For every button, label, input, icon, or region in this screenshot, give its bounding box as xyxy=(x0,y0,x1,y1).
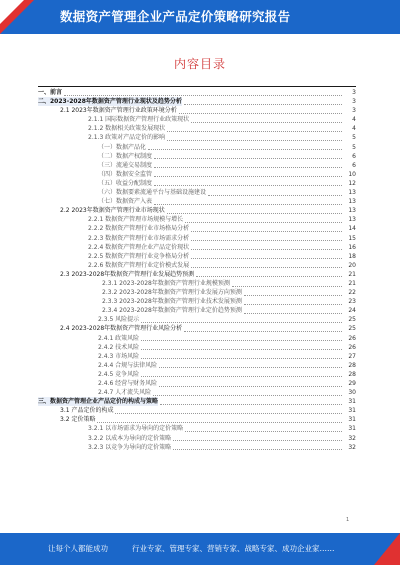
toc-entry[interactable] xyxy=(38,288,356,297)
toc-entry-title: 2.2.4 数据资产管理企业产品定价现状 xyxy=(88,243,190,251)
toc-entry-title: 2.1.3 政策对产品定价的影响 xyxy=(88,134,166,142)
toc-entry-title: 3.2.1 以市场需求为导向的定价策略 xyxy=(88,425,184,433)
toc-entry-title: 2.2.5 数据资产管理行业竞争格局分析 xyxy=(88,252,190,260)
toc-leader-dots xyxy=(154,184,342,186)
toc-leader-dots xyxy=(97,421,342,423)
toc-entry-title: 2.4.5 竞争风险 xyxy=(98,370,140,378)
toc-entry-page: 4 xyxy=(352,116,356,124)
toc-leader-dots xyxy=(244,303,342,305)
toc-entry-page: 20 xyxy=(348,261,356,269)
toc-entry[interactable] xyxy=(38,179,356,188)
toc-entry[interactable] xyxy=(38,315,356,324)
toc-entry-title: 2.2.1 数据资产管理市场规模与增长 xyxy=(88,216,184,224)
toc-entry[interactable] xyxy=(38,334,356,343)
toc-entry-title: （七）数据资产入表 xyxy=(98,198,153,206)
toc-entry-title: 2.2.2 数据资产管理行业市场格局分析 xyxy=(88,225,190,233)
toc-entry-page: 24 xyxy=(348,307,356,315)
toc-entry-title: 3.2.3 以竞争为导向的定价策略 xyxy=(88,443,172,451)
toc-entry-page: 5 xyxy=(352,134,356,142)
toc-leader-dots xyxy=(160,403,342,405)
toc-entry-page: 16 xyxy=(348,243,356,251)
toc-entry-page: 29 xyxy=(348,380,356,387)
toc-leader-dots xyxy=(141,348,342,350)
toc-entry-page: 27 xyxy=(348,352,356,360)
toc-leader-dots xyxy=(167,212,342,214)
toc-entry-page: 21 xyxy=(348,279,356,287)
toc-entry[interactable] xyxy=(38,188,356,197)
toc-entry[interactable] xyxy=(38,161,356,170)
toc-leader-dots xyxy=(141,321,342,323)
toc-leader-dots xyxy=(244,294,342,296)
toc-leader-dots xyxy=(191,230,342,232)
toc-leader-dots xyxy=(154,166,342,168)
toc-entry-title: 2.1 2023年数据资产管理行业政策环境分析 xyxy=(60,107,177,115)
toc-entry-page: 28 xyxy=(348,361,356,369)
toc-entry-page: 3 xyxy=(352,89,356,96)
toc-entry-page: 31 xyxy=(348,416,356,424)
toc-entry-title: 2.3.2 2023-2028年数据资产管理行业发展方向预测 xyxy=(102,289,242,297)
toc-entry-page: 25 xyxy=(348,316,356,324)
toc-entry[interactable] xyxy=(38,406,356,415)
toc-entry[interactable] xyxy=(38,306,356,315)
toc-leader-dots xyxy=(244,312,342,314)
toc-entry[interactable] xyxy=(38,343,356,352)
footer-slogan: 让每个人都能成功 xyxy=(48,544,108,553)
toc-heading: 内容目录 xyxy=(173,57,226,71)
toc-entry-title: 2.1.1 国际数据资产管理行业政策现状 xyxy=(88,116,190,124)
toc-entry[interactable] xyxy=(38,324,356,333)
toc-entry[interactable] xyxy=(38,270,356,279)
toc-leader-dots xyxy=(154,203,342,205)
toc-entry[interactable] xyxy=(38,352,356,361)
toc-entry-page: 25 xyxy=(348,325,356,333)
toc-entry-title: 3.2.2 以成本为导向的定价策略 xyxy=(88,434,172,442)
toc-entry-page: 26 xyxy=(348,334,356,342)
toc-entry-page: 32 xyxy=(348,443,356,451)
toc-entry-title: 一、前言 xyxy=(38,89,63,96)
toc-leader-dots xyxy=(167,139,342,141)
toc-leader-dots xyxy=(185,430,342,432)
toc-entry-title: （二）数据产权制度 xyxy=(98,152,153,160)
toc-entry-page: 31 xyxy=(348,425,356,433)
toc-entry-title: 2.4.6 经营与财务风险 xyxy=(98,380,158,387)
toc-entry[interactable] xyxy=(38,133,356,142)
toc-leader-dots xyxy=(173,439,342,441)
toc-entry-page: 12 xyxy=(348,179,356,187)
toc-entry-title: 3.1 产品定价的构成 xyxy=(60,407,114,415)
toc-leader-dots xyxy=(153,394,342,396)
toc-entry-page: 3 xyxy=(352,107,356,115)
toc-entry[interactable] xyxy=(38,279,356,288)
header-white-corner xyxy=(0,0,24,24)
table-of-contents xyxy=(38,88,356,452)
toc-entry[interactable] xyxy=(38,297,356,306)
report-title: 数据资产管理企业产品定价策略研究报告 xyxy=(60,9,291,24)
toc-leader-dots xyxy=(191,239,342,241)
toc-leader-dots xyxy=(159,366,342,368)
toc-leader-dots xyxy=(173,448,342,450)
footer-experts-line: 行业专家、管理专家、营销专家、战略专家、成功企业家…… xyxy=(132,544,335,553)
toc-top-rule xyxy=(38,86,356,87)
toc-entry-page: 6 xyxy=(352,161,356,169)
toc-entry-page: 13 xyxy=(348,198,356,206)
toc-entry-title: （四）数据安全监管 xyxy=(98,170,153,178)
toc-entry[interactable] xyxy=(38,252,356,261)
toc-entry-title: 2.3.3 2023-2028年数据资产管理行业技术发展预测 xyxy=(102,298,242,306)
toc-entry-page: 32 xyxy=(348,434,356,442)
toc-entry-title: 2.2.3 数据资产管理行业市场需求分析 xyxy=(88,234,190,242)
toc-entry-page: 31 xyxy=(348,398,356,406)
toc-entry[interactable] xyxy=(38,397,356,406)
toc-entry-title: 2.2 2023年数据资产管理行业市场现状 xyxy=(60,207,165,215)
toc-entry-title: 2.2.6 数据资产管理行业定价模式发展 xyxy=(88,261,190,269)
toc-leader-dots xyxy=(208,194,342,196)
toc-leader-dots xyxy=(141,357,342,359)
toc-entry[interactable] xyxy=(38,361,356,370)
page-number: 1 xyxy=(346,517,350,523)
toc-entry-page: 31 xyxy=(348,407,356,415)
toc-leader-dots xyxy=(191,121,342,123)
toc-leader-dots xyxy=(159,385,342,387)
toc-entry-title: 2.3.4 2023-2028年数据资产管理行业定价趋势预测 xyxy=(102,307,242,315)
toc-entry-page: 13 xyxy=(348,207,356,215)
report-header xyxy=(0,0,400,34)
toc-entry-title: 2.4.2 技术风险 xyxy=(98,343,140,351)
toc-entry[interactable] xyxy=(38,224,356,233)
toc-leader-dots xyxy=(148,148,342,150)
toc-leader-dots xyxy=(167,130,342,132)
toc-leader-dots xyxy=(184,330,342,332)
toc-entry-page: 15 xyxy=(348,234,356,242)
toc-leader-dots xyxy=(154,157,342,159)
toc-entry-title: 2.3.5 风险提示 xyxy=(98,316,140,324)
toc-entry-title: 2.4.4 合规与法律风险 xyxy=(98,361,158,369)
footer-red-corner xyxy=(374,533,400,565)
report-footer xyxy=(0,533,400,565)
toc-entry-page: 13 xyxy=(348,189,356,197)
toc-entry-title: （三）流通交易制度 xyxy=(98,161,153,169)
toc-entry-page: 22 xyxy=(348,289,356,297)
toc-entry[interactable] xyxy=(38,124,356,133)
toc-leader-dots xyxy=(179,112,342,114)
toc-entry-title: 三、数据资产管理企业产品定价的构成与策略 xyxy=(38,398,159,406)
toc-entry-title: 2.4.3 市场风险 xyxy=(98,352,140,360)
toc-entry[interactable] xyxy=(38,234,356,243)
toc-entry[interactable] xyxy=(38,443,356,452)
toc-entry-title: 2.4 2023-2028年数据资产管理行业风险分析 xyxy=(60,325,183,333)
toc-entry-page: 21 xyxy=(348,270,356,278)
toc-leader-dots xyxy=(141,339,342,341)
toc-entry-title: （六）数据要素流通平台与基础设施建设 xyxy=(98,189,207,197)
toc-entry[interactable] xyxy=(38,152,356,161)
toc-entry-page: 23 xyxy=(348,298,356,306)
toc-entry-title: 二、2023-2028年数据资产管理行业现状及趋势分析 xyxy=(38,98,182,106)
toc-entry[interactable] xyxy=(38,143,356,152)
toc-leader-dots xyxy=(191,257,342,259)
toc-entry[interactable] xyxy=(38,106,356,115)
toc-entry[interactable] xyxy=(38,115,356,124)
toc-entry[interactable] xyxy=(38,415,356,424)
toc-entry-title: 2.4.1 政策风险 xyxy=(98,334,140,342)
toc-entry-title: 2.1.2 数据相关政策发展现状 xyxy=(88,125,166,133)
toc-entry-title: 2.3 2023-2028年数据资产管理行业发展趋势预测 xyxy=(60,270,195,278)
toc-entry-title: 3.2 定价策略 xyxy=(60,416,96,424)
toc-entry[interactable] xyxy=(38,424,356,433)
toc-leader-dots xyxy=(196,275,342,277)
toc-entry-title: （五）收益分配制度 xyxy=(98,179,153,187)
toc-entry[interactable] xyxy=(38,215,356,224)
toc-leader-dots xyxy=(64,94,342,96)
toc-entry-title: （一）数据产品化 xyxy=(98,143,147,151)
toc-entry-title: 2.4.7 人才流失风险 xyxy=(98,389,152,397)
toc-entry-page: 5 xyxy=(352,143,356,151)
toc-entry[interactable] xyxy=(38,434,356,443)
toc-leader-dots xyxy=(184,103,342,105)
toc-leader-dots xyxy=(191,248,342,250)
toc-leader-dots xyxy=(154,175,342,177)
toc-entry[interactable] xyxy=(38,206,356,215)
toc-entry[interactable] xyxy=(38,379,356,388)
toc-entry-page: 13 xyxy=(348,216,356,224)
toc-entry[interactable] xyxy=(38,243,356,252)
toc-entry-title: 2.3.1 2023-2028年数据资产管理行业规模预测 xyxy=(102,279,230,287)
toc-entry-page: 18 xyxy=(348,252,356,260)
toc-entry-page: 28 xyxy=(348,370,356,378)
toc-entry[interactable] xyxy=(38,370,356,379)
toc-entry-page: 3 xyxy=(352,98,356,106)
toc-entry-page: 14 xyxy=(348,225,356,233)
toc-entry-page: 4 xyxy=(352,125,356,133)
toc-entry[interactable] xyxy=(38,170,356,179)
toc-entry[interactable] xyxy=(38,388,356,397)
toc-entry[interactable] xyxy=(38,197,356,206)
toc-leader-dots xyxy=(191,266,342,268)
toc-leader-dots xyxy=(185,221,342,223)
toc-leader-dots xyxy=(115,412,342,414)
toc-leader-dots xyxy=(232,285,342,287)
toc-entry[interactable] xyxy=(38,261,356,270)
toc-entry-page: 6 xyxy=(352,152,356,160)
toc-leader-dots xyxy=(141,375,342,377)
toc-entry[interactable] xyxy=(38,88,356,97)
toc-entry-page: 26 xyxy=(348,343,356,351)
toc-entry-page: 10 xyxy=(348,170,356,178)
toc-entry[interactable] xyxy=(38,97,356,106)
toc-entry-page: 30 xyxy=(348,389,356,397)
